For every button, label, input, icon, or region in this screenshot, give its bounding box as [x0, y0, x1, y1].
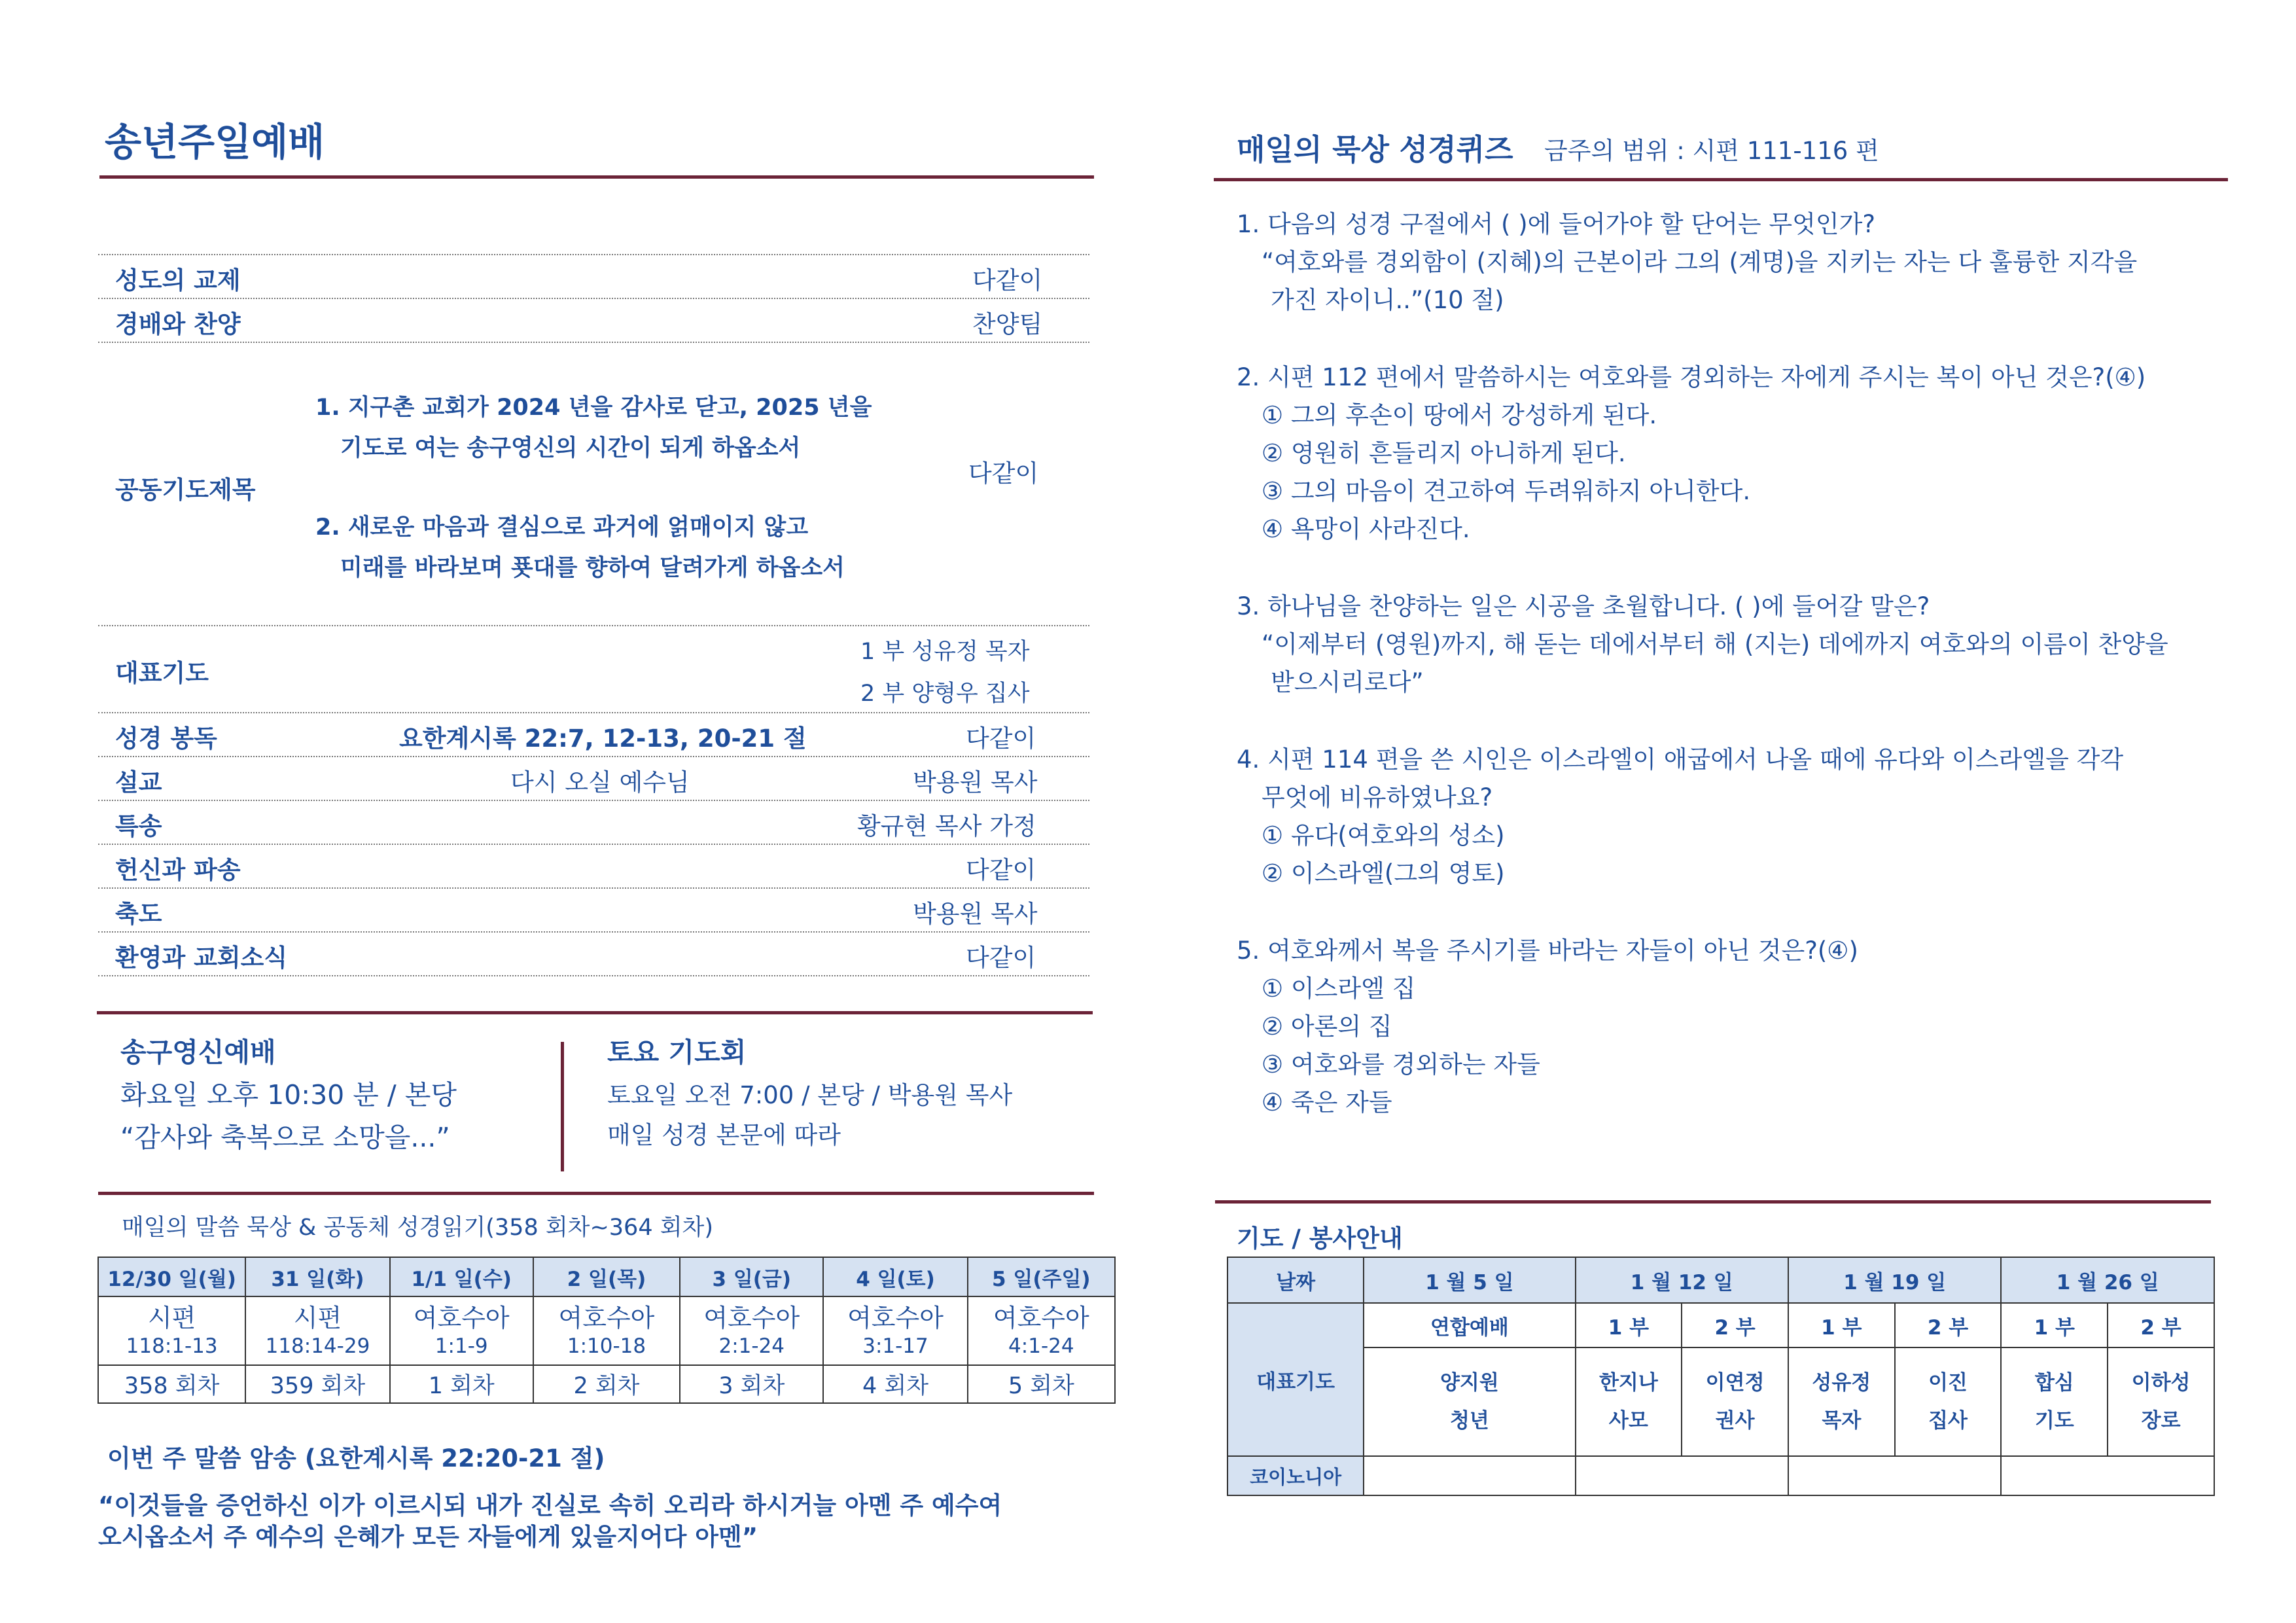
empty-cell	[1788, 1456, 2001, 1495]
section-rule	[97, 1011, 1093, 1014]
quiz-line: 1. 다음의 성경 구절에서 ( )에 들어가야 할 단어는 무엇인가?	[1237, 210, 1875, 238]
quiz-line: ③ 여호와를 경외하는 자들	[1262, 1050, 1540, 1079]
quiz-line: ② 이스라엘(그의 영토)	[1262, 859, 1505, 887]
reading-count: 1 회차	[390, 1365, 533, 1403]
quiz-title: 매일의 묵상 성경퀴즈	[1237, 132, 1513, 167]
order-label: 환영과 교회소식	[115, 944, 288, 972]
part-label: 2 부	[1895, 1303, 2002, 1347]
name-cell: 이하성 장로	[2108, 1347, 2214, 1456]
name-cell: 이진 집사	[1895, 1347, 2002, 1456]
divider	[98, 254, 1089, 255]
quiz-line: 5. 여호와께서 복을 주시기를 바라는 자들이 아닌 것은?(④)	[1237, 936, 1858, 965]
order-right: 다같이	[966, 944, 1036, 972]
order-right: 다같이	[966, 856, 1036, 884]
order-right: 다같이	[972, 266, 1043, 294]
prayer-line: 2. 새로운 마음과 결심으로 과거에 얽매이지 않고	[315, 514, 809, 541]
saturday-line2: 매일 성경 본문에 따라	[607, 1121, 841, 1149]
section-rule	[1215, 1200, 2211, 1204]
date-header: 1 월 19 일	[1788, 1257, 2001, 1303]
order-right: 다같이	[966, 724, 1036, 753]
quiz-line: ③ 그의 마음이 견고하여 두려워하지 아니한다.	[1262, 477, 1751, 505]
prayer-line: 기도로 여는 송구영신의 시간이 되게 하옵소서	[340, 435, 801, 461]
quiz-line: 가진 자이니..”(10 절)	[1271, 286, 1504, 314]
prayer-label: 공동기도제목	[115, 476, 256, 504]
reading-table	[97, 1257, 1116, 1404]
newyear-line1: 화요일 오후 10:30 분 / 본당	[120, 1079, 457, 1111]
quiz-line: ④ 욕망이 사라진다.	[1262, 515, 1470, 543]
order-right: 박용원 목사	[913, 768, 1038, 796]
memory-title: 이번 주 말씀 암송 (요한계시록 22:20-21 절)	[107, 1444, 605, 1472]
memory-line: 오시옵소서 주 예수의 은혜가 모든 자들에게 있을지어다 아멘”	[98, 1523, 758, 1551]
reading-cell: 여호수아 3:1-17	[823, 1296, 967, 1365]
order-label: 성도의 교제	[115, 266, 241, 294]
reading-count: 2 회차	[533, 1365, 680, 1403]
reading-count: 5 회차	[968, 1365, 1115, 1403]
prayer-line: 미래를 바라보며 푯대를 향하여 달려가게 하옵소서	[340, 555, 845, 581]
order-label: 특송	[115, 812, 162, 840]
rep-prayer-label: 대표기도	[115, 659, 209, 687]
reading-cell: 시편 118:14-29	[245, 1296, 389, 1365]
part-label: 2 부	[1682, 1303, 1788, 1347]
empty-cell	[2001, 1456, 2214, 1495]
quiz-rule	[1214, 178, 2228, 181]
divider	[98, 975, 1089, 976]
reading-day: 4 일(토)	[823, 1257, 967, 1296]
quiz-line: ② 아론의 집	[1262, 1012, 1392, 1041]
name-cell: 한지나 사모	[1576, 1347, 1682, 1456]
empty-cell	[1364, 1456, 1575, 1495]
quiz-line: “여호와를 경외함이 (지혜)의 근본이라 그의 (계명)을 지키는 자는 다 훌륭한 지각을	[1262, 248, 2138, 276]
reading-day: 31 일(화)	[245, 1257, 389, 1296]
reading-count: 358 회차	[98, 1365, 245, 1403]
order-label: 설교	[115, 768, 162, 796]
name-cell: 성유정 목자	[1788, 1347, 1895, 1456]
order-right: 박용원 목사	[913, 900, 1038, 928]
reading-count: 4 회차	[823, 1365, 967, 1403]
order-label: 헌신과 파송	[115, 856, 241, 884]
empty-cell	[1576, 1456, 1788, 1495]
order-middle: 요한계시록 22:7, 12-13, 20-21 절	[399, 724, 807, 753]
newyear-line2: “감사와 축복으로 소망을...”	[120, 1122, 450, 1153]
divider	[98, 756, 1089, 757]
reading-day: 2 일(목)	[533, 1257, 680, 1296]
part-label: 2 부	[2108, 1303, 2214, 1347]
quiz-line: 무엇에 비유하였나요?	[1262, 783, 1493, 812]
joint-label: 연합예배	[1364, 1303, 1575, 1347]
order-label: 경배와 찬양	[115, 310, 241, 338]
prayer-right: 다같이	[968, 459, 1039, 488]
quiz-line: “이제부터 (영원)까지, 해 돋는 데에서부터 해 (지는) 데에까지 여호와의 이름이 찬양을	[1262, 630, 2168, 658]
reading-count: 3 회차	[680, 1365, 823, 1403]
memory-line: “이것들을 증언하신 이가 이르시되 내가 진실로 속히 오리라 하시거늘 아멘 주 예수여	[98, 1491, 1002, 1520]
order-label: 성경 봉독	[115, 724, 217, 753]
rep-prayer-right2: 2 부 양형우 집사	[860, 681, 1030, 707]
reading-title: 매일의 말씀 묵상 & 공동체 성경읽기(358 회차~364 회차)	[122, 1215, 713, 1241]
order-middle: 다시 오실 예수님	[510, 768, 690, 796]
quiz-range: 금주의 범위 : 시편 111-116 편	[1544, 137, 1879, 165]
title-rule	[99, 175, 1094, 179]
reading-cell: 시편 118:1-13	[98, 1296, 245, 1365]
page-title: 송년주일예배	[105, 120, 325, 164]
quiz-line: 3. 하나님을 찬양하는 일은 시공을 초월합니다. ( )에 들어갈 말은?	[1237, 592, 1930, 620]
newyear-title: 송구영신예배	[120, 1037, 276, 1068]
quiz-line: ④ 죽은 자들	[1262, 1088, 1392, 1116]
reading-cell: 여호수아 1:1-9	[390, 1296, 533, 1365]
column-separator	[561, 1042, 564, 1171]
reading-count: 359 회차	[245, 1365, 389, 1403]
reading-cell: 여호수아 1:10-18	[533, 1296, 680, 1365]
divider	[98, 931, 1089, 933]
reading-cell: 여호수아 4:1-24	[968, 1296, 1115, 1365]
name-cell: 합심 기도	[2001, 1347, 2108, 1456]
divider	[98, 298, 1089, 299]
reading-day: 3 일(금)	[680, 1257, 823, 1296]
saturday-title: 토요 기도회	[607, 1037, 747, 1068]
quiz-line: 받으시리로다”	[1271, 668, 1424, 696]
saturday-line1: 토요일 오전 7:00 / 본당 / 박용원 목사	[607, 1081, 1013, 1109]
part-label: 1 부	[2001, 1303, 2108, 1347]
quiz-line: ② 영원히 흔들리지 아니하게 된다.	[1262, 439, 1626, 467]
quiz-line: ① 그의 후손이 땅에서 강성하게 된다.	[1262, 401, 1657, 429]
prayer-line: 1. 지구촌 교회가 2024 년을 감사로 닫고, 2025 년을	[315, 395, 872, 421]
part-label: 1 부	[1788, 1303, 1895, 1347]
service-table	[1227, 1257, 2215, 1496]
quiz-line: 4. 시편 114 편을 쓴 시인은 이스라엘이 애굽에서 나올 때에 유다와 이스라엘을 각각	[1237, 745, 2124, 774]
rep-prayer-right1: 1 부 성유정 목자	[860, 639, 1030, 665]
divider	[98, 712, 1089, 713]
divider	[98, 887, 1089, 889]
divider	[98, 844, 1089, 845]
name-cell: 양지원 청년	[1364, 1347, 1575, 1456]
name-cell: 이연정 권사	[1682, 1347, 1788, 1456]
divider	[98, 342, 1089, 343]
section-rule	[98, 1192, 1094, 1195]
date-label: 날짜	[1227, 1257, 1364, 1303]
reading-day: 1/1 일(수)	[390, 1257, 533, 1296]
date-header: 1 월 12 일	[1576, 1257, 1788, 1303]
divider	[98, 625, 1089, 626]
date-header: 1 월 5 일	[1364, 1257, 1575, 1303]
row-label: 코이노니아	[1227, 1456, 1364, 1495]
service-title: 기도 / 봉사안내	[1237, 1224, 1403, 1253]
reading-cell: 여호수아 2:1-24	[680, 1296, 823, 1365]
divider	[98, 800, 1089, 801]
order-label: 축도	[115, 900, 162, 928]
order-right: 찬양팀	[972, 310, 1043, 338]
part-label: 1 부	[1576, 1303, 1682, 1347]
quiz-line: ① 유다(여호와의 성소)	[1262, 821, 1505, 849]
date-header: 1 월 26 일	[2001, 1257, 2214, 1303]
order-right: 황규현 목사 가정	[857, 812, 1036, 840]
reading-day: 5 일(주일)	[968, 1257, 1115, 1296]
quiz-line: 2. 시편 112 편에서 말씀하시는 여호와를 경외하는 자에게 주시는 복이 아닌 것은?(④)	[1237, 363, 2146, 391]
reading-day: 12/30 일(월)	[98, 1257, 245, 1296]
quiz-line: ① 이스라엘 집	[1262, 974, 1416, 1003]
row-label: 대표기도	[1227, 1303, 1364, 1456]
